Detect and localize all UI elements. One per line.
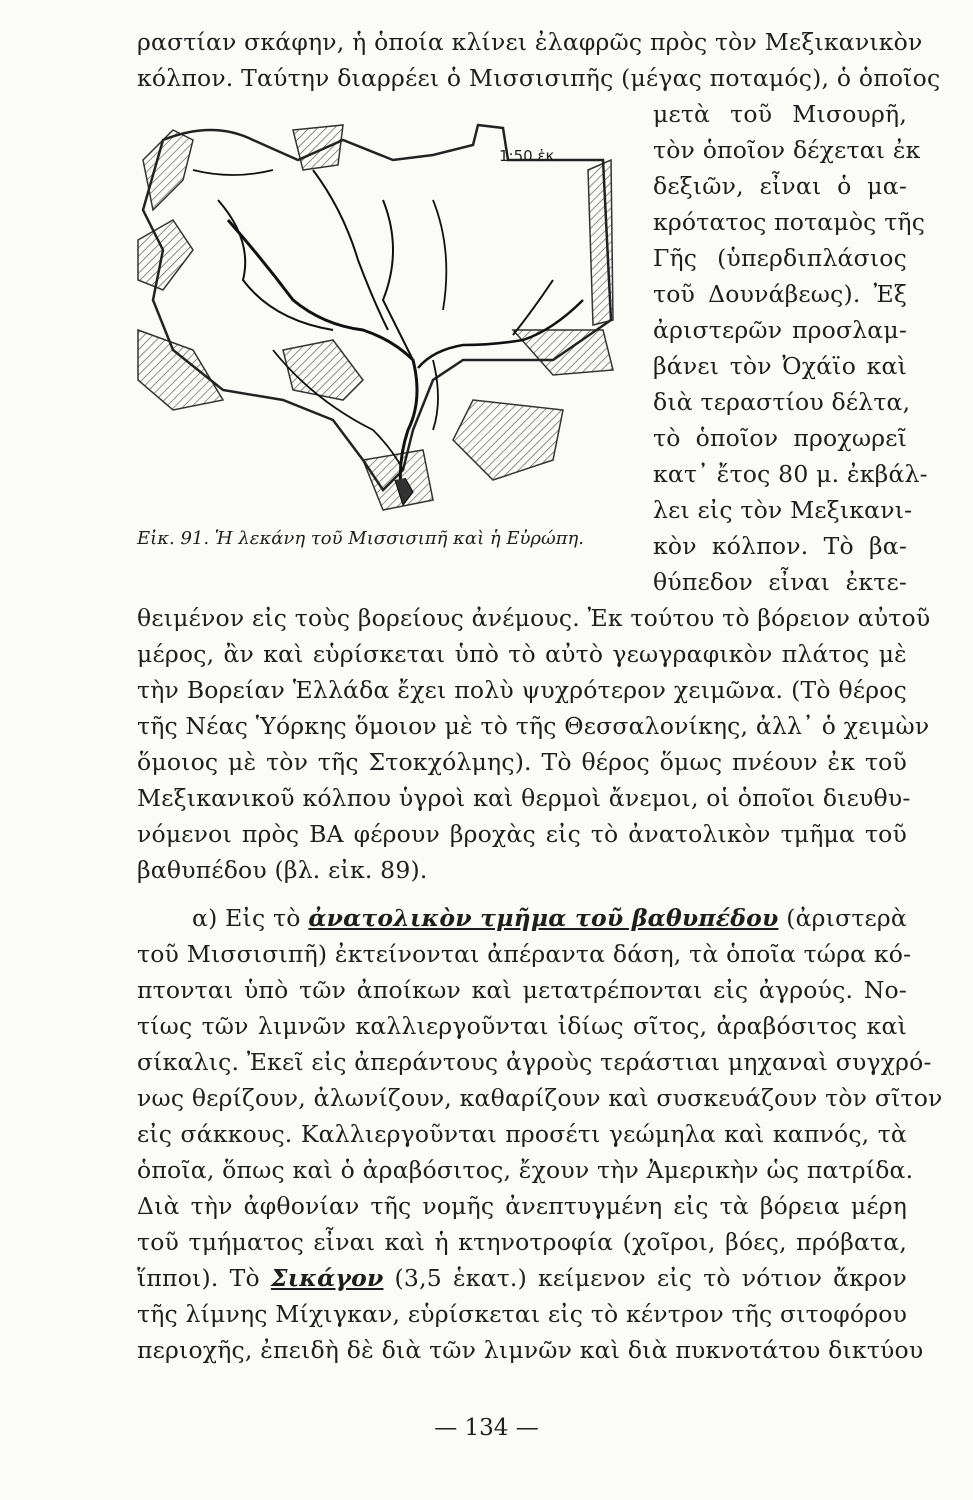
paragraph-heading-line — [192, 900, 907, 936]
text-line: εἰς σάκκους. Καλλιεργοῦνται προσέτι γεώμηλα καὶ καπνός, τὰ — [137, 1120, 907, 1148]
text-line: Μεξικανικοῦ κόλπου ὑγροὶ καὶ θερμοὶ ἄνεμοι, οἱ ὁποῖοι διευθυ- — [137, 784, 911, 812]
emphasis-text: Σικάγον — [270, 1264, 384, 1292]
text-line: πτονται ὑπὸ τῶν ἀποίκων καὶ μετατρέπονται εἰς ἀγρούς. Νο- — [137, 976, 907, 1004]
text-line: βάνει τὸν Ὀχάϊο καὶ — [653, 352, 907, 380]
text-line: τὸ ὁποῖον προχωρεῖ — [653, 424, 907, 452]
figure-caption: Εἰκ. 91. Ἡ λεκάνη τοῦ Μισσισιπῆ καὶ ἡ Εὐρώπη. — [137, 528, 585, 549]
text-line: δεξιῶν, εἶναι ὁ μα- — [653, 172, 907, 200]
text-line: τοῦ Μισσισιπῆ) ἐκτείνονται ἀπέραντα δάση, τὰ ὁποῖα τώρα κό- — [137, 940, 912, 968]
map-scale-label: 1:50 ἑκ. — [499, 147, 560, 165]
text-line: Γῆς (ὑπερδιπλάσιος — [653, 244, 907, 272]
text-line: τίως τῶν λιμνῶν καλλιεργοῦνται ἰδίως σῖτος, ἀραβόσιτος καὶ — [137, 1012, 907, 1040]
page-number: — 134 — — [434, 1415, 539, 1441]
text-line: ἀριστερῶν προσλαμ- — [653, 316, 907, 344]
emphasis-text: ἀνατολικὸν τμῆμα τοῦ βαθυπέδου — [308, 904, 779, 932]
text-line: τῆς Νέας Ὑόρκης ὅμοιον μὲ τὸ τῆς Θεσσαλονίκης, ἀλλ᾽ ὁ χειμὼν — [137, 712, 930, 740]
text-line: ὅμοιος μὲ τὸν τῆς Στοκχόλμης). Τὸ θέρος ὅμως πνέουν ἐκ τοῦ — [137, 748, 907, 776]
text-line: τῆς λίμνης Μίχιγκαν, εὑρίσκεται εἰς τὸ κέντρον τῆς σιτοφόρου — [137, 1300, 908, 1328]
text-line: θειμένον εἰς τοὺς βορείους ἀνέμους. Ἐκ τούτου τὸ βόρειον αὐτοῦ — [137, 604, 931, 632]
text-span: (3,5 ἑκατ.) κείμενον εἰς τὸ νότιον ἄκρον — [383, 1264, 907, 1292]
text-line: τὸν ὁποῖον δέχεται ἐκ — [653, 136, 921, 164]
text-line: βαθυπέδου (βλ. εἰκ. 89). — [137, 856, 428, 884]
text-line: μετὰ τοῦ Μισουρῆ, — [653, 100, 907, 128]
text-line: κόλπον. Ταύτην διαρρέει ὁ Μισσισιπῆς (μέγας ποταμός), ὁ ὁποῖος — [137, 64, 941, 92]
text-line: περιοχῆς, ἐπειδὴ δὲ διὰ τῶν λιμνῶν καὶ διὰ πυκνοτάτου δικτύου — [137, 1336, 924, 1364]
text-line: κὸν κόλπον. Τὸ βα- — [653, 532, 907, 560]
text-line: διὰ τεραστίου δέλτα, — [653, 388, 911, 416]
text-line: τὴν Βορείαν Ἑλλάδα ἔχει πολὺ ψυχρότερον χειμῶνα. (Τὸ θέρος — [137, 676, 907, 704]
text-line: κατ᾽ ἔτος 80 μ. ἐκβάλ- — [653, 460, 928, 488]
text-line: Διὰ τὴν ἀφθονίαν τῆς νομῆς ἀνεπτυγμένη εἰς τὰ βόρεια μέρη — [137, 1192, 907, 1220]
text-line: νόμενοι πρὸς ΒΑ φέρουν βροχὰς εἰς τὸ ἀνατολικὸν τμῆμα τοῦ — [137, 820, 907, 848]
text-line: νως θερίζουν, ἀλωνίζουν, καθαρίζουν καὶ συσκευάζουν τὸν σῖτον — [137, 1084, 943, 1112]
text-span: ἵπποι). Τὸ — [137, 1264, 271, 1292]
text-line: λει εἰς τὸν Μεξικανι- — [653, 496, 913, 524]
text-line: τοῦ Δουνάβεως). Ἐξ — [653, 280, 907, 308]
text-line: κρότατος ποταμὸς τῆς — [653, 208, 926, 236]
text-line-sikago — [137, 1260, 907, 1296]
text-span: (ἀριστερὰ — [778, 904, 907, 932]
text-span: α) Εἰς τὸ — [192, 904, 309, 932]
text-line: τοῦ τμήματος εἶναι καὶ ἡ κτηνοτροφία (χοῖροι, βόες, πρόβατα, — [137, 1228, 907, 1256]
text-line: θύπεδον εἶναι ἐκτε- — [653, 568, 907, 596]
text-line: ὁποῖα, ὅπως καὶ ὁ ἀραβόσιτος, ἔχουν τὴν Ἀμερικὴν ὡς πατρίδα. — [137, 1156, 914, 1184]
text-line: ραστίαν σκάφην, ἡ ὁποία κλίνει ἐλαφρῶς πρὸς τὸν Μεξικανικὸν — [137, 28, 923, 56]
text-line: μέρος, ἂν καὶ εὑρίσκεται ὑπὸ τὸ αὐτὸ γεωγραφικὸν πλάτος μὲ — [137, 640, 907, 668]
text-line: σίκαλις. Ἐκεῖ εἰς ἀπεράντους ἀγροὺς τεράστιαι μηχαναὶ συγχρό- — [137, 1048, 932, 1076]
